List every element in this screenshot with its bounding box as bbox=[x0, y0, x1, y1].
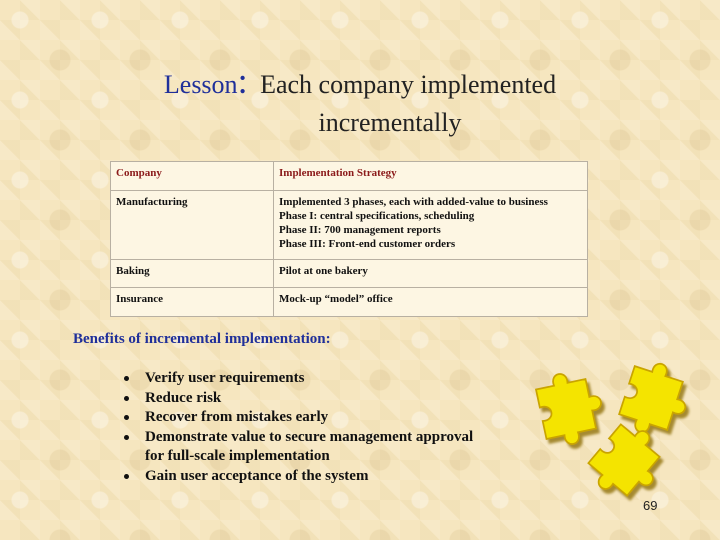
header-company: Company bbox=[111, 162, 274, 191]
title-line1: Each company implemented bbox=[260, 70, 557, 99]
list-item-text: Recover from mistakes early bbox=[145, 409, 329, 425]
strategy-line: Phase III: Front-end customer orders bbox=[279, 238, 456, 250]
header-strategy: Implementation Strategy bbox=[274, 162, 588, 191]
list-item-text: Reduce risk bbox=[145, 389, 222, 406]
title-line2: incrementally bbox=[318, 108, 462, 137]
strategy-line: Implemented 3 phases, each with added-value to business bbox=[279, 196, 548, 208]
cell-strategy: Pilot at one bakery bbox=[274, 260, 588, 288]
puzzle-piece bbox=[582, 416, 675, 510]
title-lesson-label: Lesson bbox=[163, 70, 238, 99]
strategy-line: Phase I: central specifications, scheduling bbox=[279, 210, 475, 222]
cell-company: Baking bbox=[111, 260, 274, 288]
puzzle-piece bbox=[534, 367, 608, 449]
list-item-text: Demonstrate value to secure management approval bbox=[145, 428, 474, 445]
title-colon: : bbox=[237, 61, 248, 101]
cell-company: Manufacturing bbox=[111, 191, 274, 260]
cell-company: Insurance bbox=[111, 288, 274, 317]
page-number: 69 bbox=[643, 498, 658, 513]
list-item-text: Verify user requirements bbox=[145, 370, 305, 386]
cell-strategy: Mock-up “model” office bbox=[274, 288, 588, 317]
list-item-text: Gain user acceptance of the system bbox=[145, 467, 369, 484]
strategy-line: Phase II: 700 management reports bbox=[279, 224, 441, 236]
benefits-heading: Benefits of incremental implementation: bbox=[73, 331, 331, 347]
list-item-text-cont: for full-scale implementation bbox=[145, 448, 330, 464]
